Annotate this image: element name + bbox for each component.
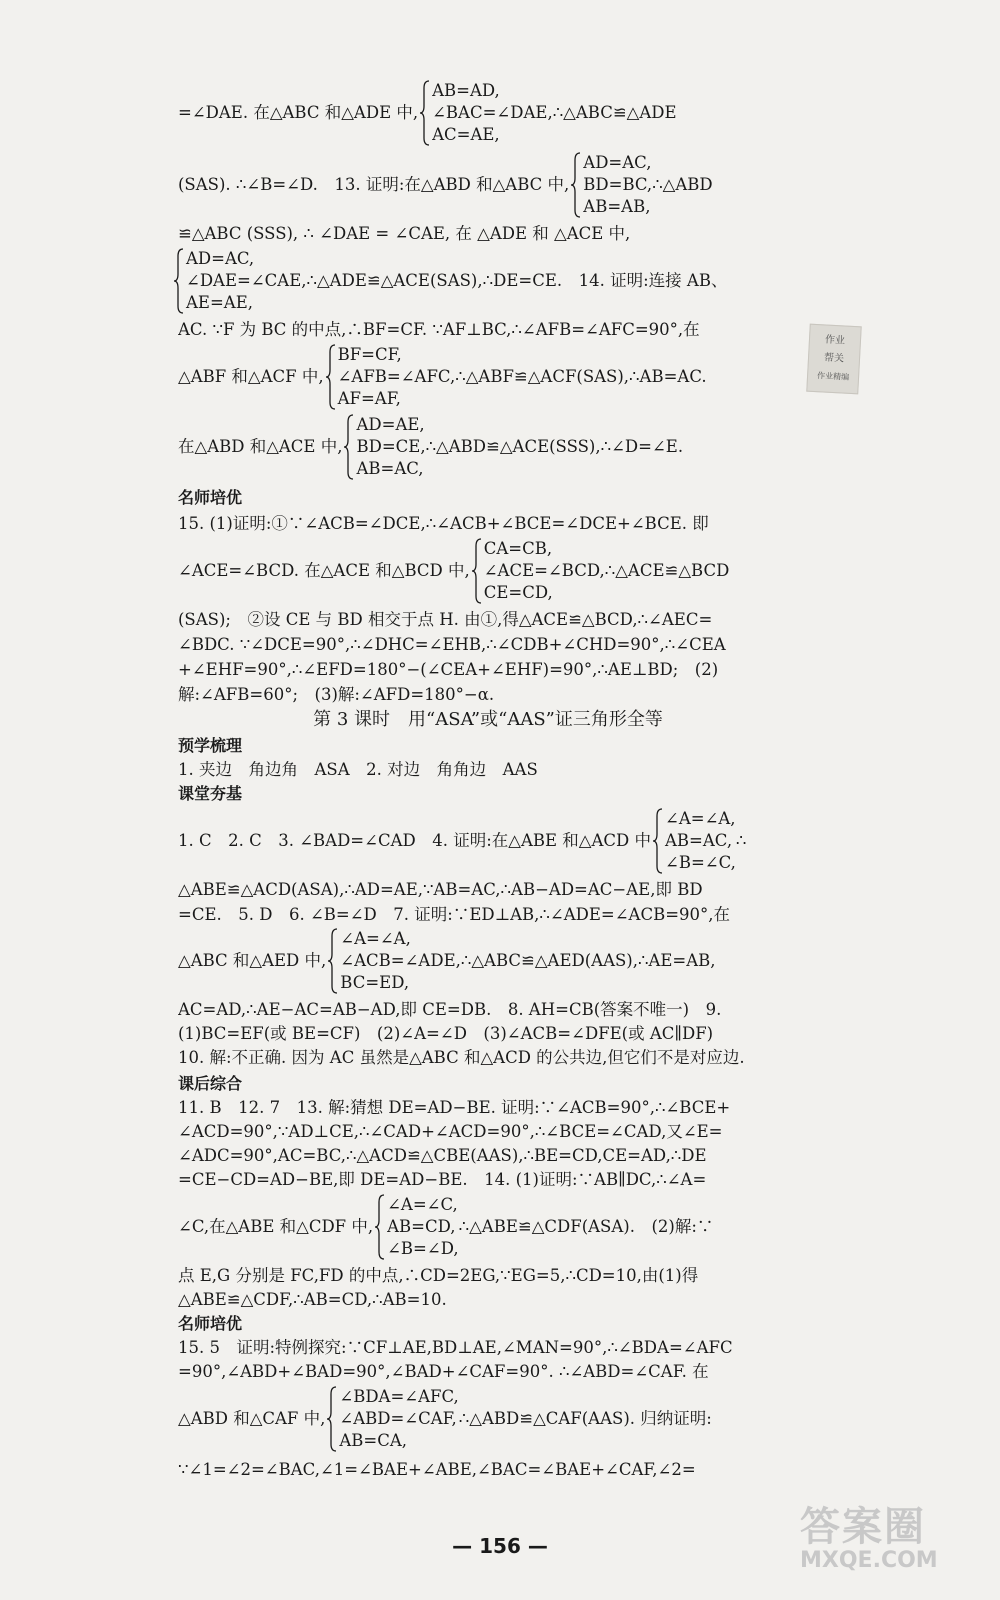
brace-prefix: ∠C,在△ABE 和△CDF 中, xyxy=(178,1217,374,1236)
watermark-text: 答案圈 xyxy=(800,1504,926,1550)
condition: AF=AF, xyxy=(337,389,401,408)
condition: AB=CA, xyxy=(339,1431,408,1450)
brace-block-7 xyxy=(178,808,746,874)
brace-icon xyxy=(327,1386,337,1452)
condition: AB=AB, xyxy=(583,197,651,216)
brace-icon xyxy=(344,414,354,480)
brace-block-5 xyxy=(178,414,683,480)
brace-prefix: △ABC 和△AED 中, xyxy=(178,951,327,970)
brace-conditions xyxy=(339,1386,458,1452)
text-line: ∠BDC. ∵∠DCE=90°,∴∠DHC=∠EHB,∴∠CDB+∠CHD=90°,∴∠CEA xyxy=(178,635,726,654)
stamp-text: 作业 xyxy=(824,334,846,347)
section-heading: 名师培优 xyxy=(178,1314,243,1333)
brace-suffix: ∴△ADE≌△ACE(SAS),∴DE=CE. 14. 证明:连接 AB、 xyxy=(306,271,728,290)
condition: ∠B=∠D, xyxy=(387,1239,459,1258)
text-line: 点 E,G 分别是 FC,FD 的中点,∴CD=2EG,∵EG=5,∴CD=10,由(1)得 xyxy=(178,1266,699,1285)
condition: CE=CD, xyxy=(483,583,553,602)
brace-icon xyxy=(472,538,482,604)
brace-prefix: △ABD 和△CAF 中, xyxy=(178,1409,326,1428)
watermark-url: MXQE.COM xyxy=(800,1548,938,1573)
text-line: =CE. 5. D 6. ∠B=∠D 7. 证明:∵ED⊥AB,∴∠ADE=∠ACB=90°,在 xyxy=(178,905,731,924)
brace-block-3 xyxy=(172,248,727,314)
watermark-logo xyxy=(800,1495,990,1595)
text-line: ∠ACD=90°,∵AD⊥CE,∴∠CAD+∠ACD=90°,∴∠BCE=∠CAD,又∠E= xyxy=(178,1122,723,1141)
text-line: AC=AD,∴AE−AC=AB−AD,即 CE=DB. 8. AH=CB(答案不唯一) 9. xyxy=(178,1000,722,1019)
brace-block-4 xyxy=(178,344,707,410)
brace-suffix: ∴△ABD≌△CAF(AAS). 归纳证明: xyxy=(458,1409,712,1428)
stamp-text: 作业精编 xyxy=(816,371,850,382)
brace-prefix: 在△ABD 和△ACE 中, xyxy=(178,437,343,456)
condition: CA=CB, xyxy=(483,539,553,558)
brace-suffix: ∴△ABC≌△AED(AAS),∴AE=AB, xyxy=(460,951,716,970)
condition: ∠ACE=∠BCD, xyxy=(483,561,605,580)
text-line: =CE−CD=AD−BE,即 DE=AD−BE. 14. (1)证明:∵AB∥DC,∴∠A= xyxy=(178,1170,707,1189)
brace-icon xyxy=(328,928,338,994)
text-line: 15. 5 证明:特例探究:∵CF⊥AE,BD⊥AE,∠MAN=90°,∴∠BDA=∠AFC xyxy=(178,1338,733,1357)
condition: ∠BAC=∠DAE, xyxy=(432,103,553,122)
brace-conditions xyxy=(356,414,425,480)
text-line: 10. 解:不正确. 因为 AC 虽然是△ABC 和△ACD 的公共边,但它们不是对应边. xyxy=(178,1048,745,1067)
condition: AD=AC, xyxy=(583,153,652,172)
condition: ∠AFB=∠AFC, xyxy=(337,367,456,386)
brace-suffix: ∴△ABE≌△CDF(ASA). (2)解:∵ xyxy=(458,1217,714,1236)
condition: AB=AD, xyxy=(432,81,500,100)
text-line: ≌△ABC (SSS), ∴ ∠DAE = ∠CAE, 在 △ADE 和 △ACE 中, xyxy=(178,224,631,243)
condition: BD=CE, xyxy=(356,437,426,456)
brace-conditions xyxy=(186,248,307,314)
condition: AC=AE, xyxy=(432,125,500,144)
brace-suffix: ∴△ABD≌△ACE(SSS),∴∠D=∠E. xyxy=(425,437,684,456)
brace-icon xyxy=(571,152,581,218)
brace-suffix: ∴△ABD xyxy=(652,175,713,194)
brace-suffix: ∴△ABC≌△ADE xyxy=(552,103,677,122)
lesson-title: 第 3 课时 用“ASA”或“AAS”证三角形全等 xyxy=(313,709,663,730)
text-line: 解:∠AFB=60°; (3)解:∠AFD=180°−α. xyxy=(178,685,495,704)
brace-conditions xyxy=(583,152,652,218)
condition: AE=AE, xyxy=(186,293,253,312)
brace-block-2 xyxy=(178,152,713,218)
brace-suffix: ∴△ACE≌△BCD xyxy=(604,561,730,580)
brace-suffix: ∴△ABF≌△ACF(SAS),∴AB=AC. xyxy=(455,367,707,386)
brace-block-8 xyxy=(178,928,716,994)
text-line: ∠ADC=90°,AC=BC,∴△ACD≌△CBE(AAS),∴BE=CD,CE=AD,∴DE xyxy=(178,1146,707,1165)
stamp-text: 帮关 xyxy=(823,352,845,365)
condition: ∠A=∠A, xyxy=(340,929,411,948)
section-heading: 预学梳理 xyxy=(178,736,243,755)
text-line: +∠EHF=90°,∴∠EFD=180°−(∠CEA+∠EHF)=90°,∴AE⊥BD; (2) xyxy=(178,660,719,679)
brace-conditions xyxy=(432,80,553,146)
text-line: (SAS); ②设 CE 与 BD 相交于点 H. 由①,得△ACE≌△BCD,∴∠AEC= xyxy=(178,610,713,629)
text-line: △ABE≌△ACD(ASA),∴AD=AE,∵AB=AC,∴AB−AD=AC−AE,即 BD xyxy=(178,880,703,899)
brace-icon xyxy=(420,80,430,146)
condition: AD=AC, xyxy=(186,249,255,268)
condition: ∠B=∠C, xyxy=(665,853,736,872)
brace-prefix: =∠DAE. 在△ABC 和△ADE 中, xyxy=(178,103,419,122)
condition: AB=AC, xyxy=(665,831,733,850)
condition: ∠BDA=∠AFC, xyxy=(339,1387,459,1406)
page-number: — 156 — xyxy=(452,1534,548,1558)
stamp-icon xyxy=(806,324,861,395)
section-heading: 课后综合 xyxy=(178,1074,243,1093)
brace-block-6 xyxy=(178,538,729,604)
brace-conditions xyxy=(387,1194,459,1260)
brace-conditions xyxy=(338,344,456,410)
brace-conditions xyxy=(484,538,605,604)
brace-icon xyxy=(174,248,184,314)
condition: AD=AE, xyxy=(356,415,425,434)
brace-prefix: 1. C 2. C 3. ∠BAD=∠CAD 4. 证明:在△ABE 和△ACD 中 xyxy=(178,831,651,850)
brace-suffix: ∴ xyxy=(735,831,747,850)
condition: AB=AC, xyxy=(356,459,424,478)
text-line: AC. ∵F 为 BC 的中点,∴BF=CF. ∵AF⊥BC,∴∠AFB=∠AFC=90°,在 xyxy=(178,320,700,339)
condition: BC=ED, xyxy=(340,973,410,992)
brace-block-9 xyxy=(178,1194,713,1260)
condition: AB=CD, xyxy=(387,1217,456,1236)
condition: ∠ABD=∠CAF, xyxy=(339,1409,457,1428)
text-line: ∵∠1=∠2=∠BAC,∠1=∠BAE+∠ABE,∠BAC=∠BAE+∠CAF,∠2= xyxy=(178,1460,696,1479)
section-heading: 课堂夯基 xyxy=(178,784,243,803)
condition: BD=BC, xyxy=(583,175,653,194)
brace-prefix: △ABF 和△ACF 中, xyxy=(178,367,324,386)
text-line: (1)BC=EF(或 BE=CF) (2)∠A=∠D (3)∠ACB=∠DFE(或 AC∥DF) xyxy=(178,1024,714,1043)
condition: ∠A=∠C, xyxy=(387,1195,458,1214)
brace-icon xyxy=(653,808,663,874)
brace-prefix: ∠ACE=∠BCD. 在△ACE 和△BCD 中, xyxy=(178,561,470,580)
brace-block-10 xyxy=(178,1386,712,1452)
text-line: =90°,∠ABD+∠BAD=90°,∠BAD+∠CAF=90°. ∴∠ABD=∠CAF. 在 xyxy=(178,1362,709,1381)
brace-prefix: (SAS). ∴∠B=∠D. 13. 证明:在△ABD 和△ABC 中, xyxy=(178,175,570,194)
text-line: 11. B 12. 7 13. 解:猜想 DE=AD−BE. 证明:∵∠ACB=90°,∴∠BCE+ xyxy=(178,1098,731,1117)
brace-icon xyxy=(326,344,336,410)
text-line: 15. (1)证明:①∵∠ACB=∠DCE,∴∠ACB+∠BCE=∠DCE+∠BCE. 即 xyxy=(178,514,709,533)
section-heading: 名师培优 xyxy=(178,488,243,507)
brace-block-1 xyxy=(178,80,677,146)
brace-conditions xyxy=(665,808,736,874)
condition: ∠ACB=∠ADE, xyxy=(340,951,461,970)
condition: ∠DAE=∠CAE, xyxy=(186,271,307,290)
condition: BF=CF, xyxy=(337,345,402,364)
text-line: △ABE≌△CDF,∴AB=CD,∴AB=10. xyxy=(178,1290,447,1309)
brace-conditions xyxy=(340,928,461,994)
condition: ∠A=∠A, xyxy=(665,809,736,828)
text-line: 1. 夹边 角边角 ASA 2. 对边 角角边 AAS xyxy=(178,760,538,779)
brace-icon xyxy=(375,1194,385,1260)
